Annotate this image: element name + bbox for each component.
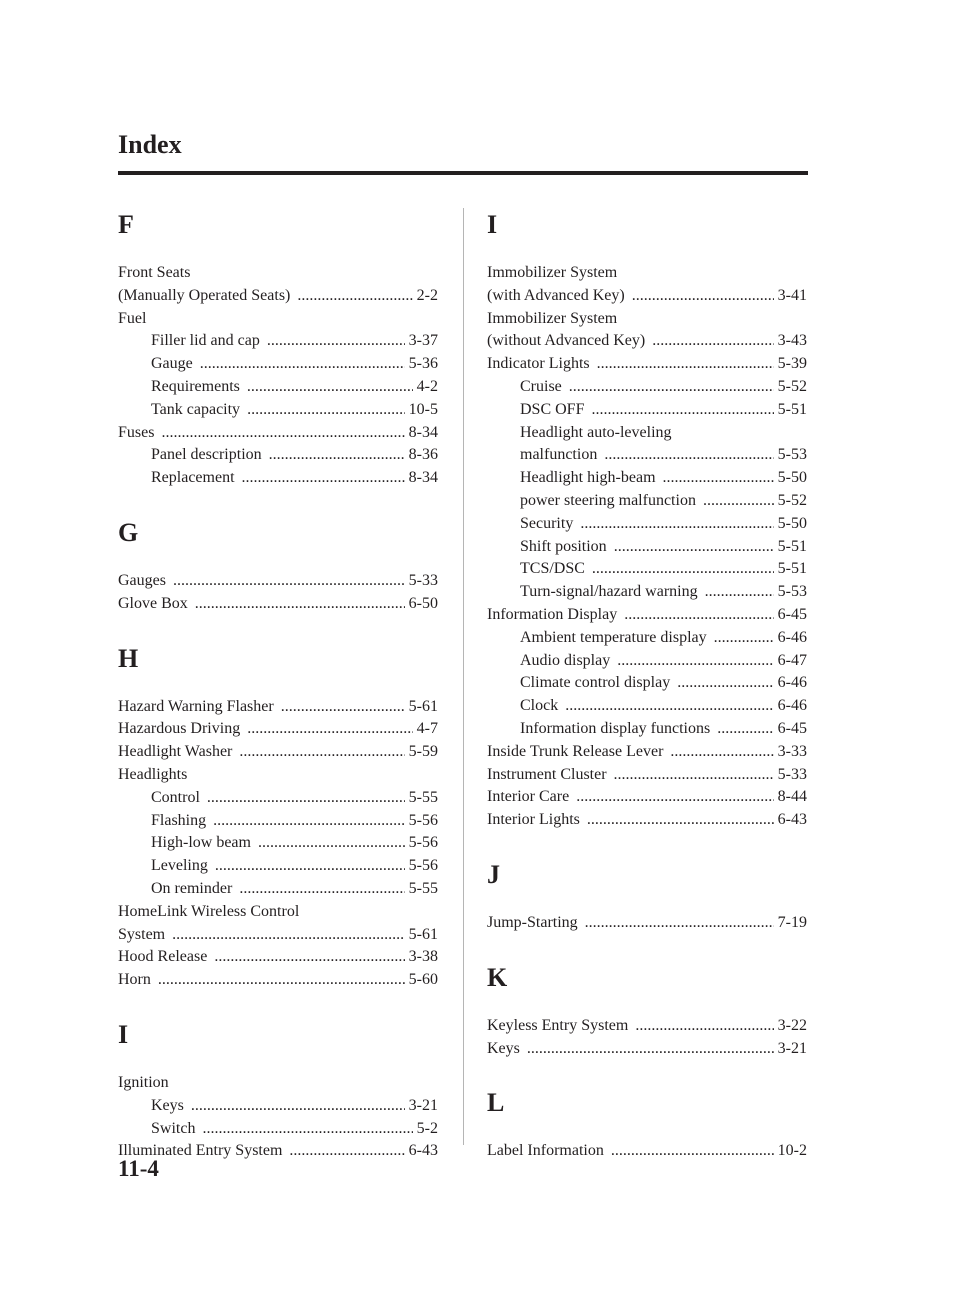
index-subentry (118, 1118, 438, 1141)
page-ref: 5-61 (405, 696, 438, 719)
page-ref: 5-56 (405, 832, 438, 855)
page-ref: 5-55 (405, 878, 438, 901)
index-entry (487, 1015, 807, 1038)
page-ref: 6-50 (405, 593, 438, 616)
page-ref: 8-34 (405, 467, 438, 490)
entry-text: Headlight Washer (118, 743, 235, 760)
index-entry (487, 353, 807, 376)
page-ref: 5-51 (774, 399, 807, 422)
entry-text: Shift position (520, 538, 610, 555)
index-subentry (487, 718, 807, 741)
entry-text: Information Display (487, 606, 620, 623)
index-subentry (487, 467, 807, 490)
page-ref: 3-38 (405, 946, 438, 969)
page-ref: 3-22 (774, 1015, 807, 1038)
entry-text: Tank capacity (151, 401, 243, 418)
index-entry (487, 330, 807, 353)
entry-text: Illuminated Entry System (118, 1142, 285, 1159)
index-subentry (118, 376, 438, 399)
section-letter-i: I (487, 210, 498, 239)
page-ref: 6-45 (774, 718, 807, 741)
page-ref: 5-51 (774, 536, 807, 559)
page-ref: 4-7 (413, 718, 438, 741)
page-ref: 3-43 (774, 330, 807, 353)
section-letter-h: H (118, 643, 139, 673)
entry-text: Hazard Warning Flasher (118, 698, 277, 715)
index-entry-head: Front Seats (118, 264, 191, 281)
index-subentry (487, 536, 807, 559)
index-entry (118, 946, 438, 969)
page-ref: 8-36 (405, 444, 438, 467)
page-ref: 5-33 (405, 570, 438, 593)
entry-text: Gauge (151, 355, 196, 372)
page-ref: 7-19 (774, 912, 807, 935)
index-subentry (487, 672, 807, 695)
page-ref: 6-46 (774, 695, 807, 718)
entry-text: Keyless Entry System (487, 1017, 631, 1034)
entry-text: Keys (151, 1097, 187, 1114)
page-ref: 5-50 (774, 467, 807, 490)
entry-text: On reminder (151, 880, 235, 897)
index-subentry (487, 399, 807, 422)
page-ref: 10-5 (405, 399, 438, 422)
index-subentry (118, 330, 438, 353)
page-ref: 6-47 (774, 650, 807, 673)
entry-text: Filler lid and cap (151, 332, 263, 349)
entry-text: Inside Trunk Release Lever (487, 743, 666, 760)
index-entry (118, 285, 438, 308)
entry-text: Turn-signal/hazard warning (520, 583, 701, 600)
index-entry (487, 604, 807, 627)
page-ref: 5-53 (774, 581, 807, 604)
entry-text: power steering malfunction (520, 492, 699, 509)
entry-text: Interior Lights (487, 811, 583, 828)
entry-text: Requirements (151, 378, 243, 395)
entry-text: Interior Care (487, 788, 572, 805)
entry-text: Fuses (118, 424, 157, 441)
page-ref: 2-2 (413, 285, 438, 308)
index-entry (487, 809, 807, 832)
index-subentry (487, 627, 807, 650)
entry-text: System (118, 926, 168, 943)
index-entry (487, 741, 807, 764)
entry-text: Label Information (487, 1142, 607, 1159)
index-subentry (487, 650, 807, 673)
header-rule (118, 171, 808, 175)
entry-text: Hazardous Driving (118, 720, 243, 737)
index-subentry (118, 878, 438, 901)
index-entry (118, 718, 438, 741)
index-subentry (118, 1095, 438, 1118)
page-ref: 5-60 (405, 969, 438, 992)
index-subentry (487, 490, 807, 513)
index-subentry (118, 855, 438, 878)
page-ref: 5-2 (413, 1118, 438, 1141)
index-entry (487, 1140, 807, 1163)
index-entry-head: Immobilizer System (487, 309, 618, 327)
index-subentry (487, 513, 807, 536)
entry-text: Leveling (151, 857, 211, 874)
column-divider (463, 208, 464, 1145)
index-subentry (118, 787, 438, 810)
entry-text: Clock (520, 697, 561, 714)
index-subentry (487, 558, 807, 581)
entry-text: Switch (151, 1120, 198, 1137)
index-entry (118, 741, 438, 764)
entry-text: Hood Release (118, 948, 210, 965)
entry-text: DSC OFF (520, 401, 587, 418)
page-title: Index (118, 130, 182, 159)
entry-text: Cruise (520, 378, 565, 395)
index-entry (118, 969, 438, 992)
entry-text: Climate control display (520, 674, 673, 691)
section-letter-f: F (118, 210, 134, 239)
page-ref: 5-59 (405, 741, 438, 764)
index-entry-head: Immobilizer System (487, 264, 618, 281)
page-ref: 5-55 (405, 787, 438, 810)
index-entry (118, 1140, 438, 1163)
index-subentry (487, 695, 807, 718)
index-subentry (118, 444, 438, 467)
index-entry-head: Fuel (118, 309, 147, 327)
index-subentry (487, 376, 807, 399)
entry-text: Jump-Starting (487, 914, 581, 931)
index-subentry (118, 467, 438, 490)
entry-text: Information display functions (520, 720, 713, 737)
index-subentry-head: Headlight auto-leveling (520, 423, 672, 441)
entry-text: Replacement (151, 469, 238, 486)
section-letter-j: J (487, 859, 500, 889)
index-subentry (118, 353, 438, 376)
entry-text: (with Advanced Key) (487, 287, 628, 304)
page-ref: 3-37 (405, 330, 438, 353)
index-subentry (118, 399, 438, 422)
index-entry (118, 422, 438, 445)
page-ref: 5-52 (774, 376, 807, 399)
entry-text: Control (151, 789, 203, 806)
entry-text: Security (520, 515, 576, 532)
index-column-right (487, 200, 807, 1163)
page-ref: 5-50 (774, 513, 807, 536)
page-ref: 5-56 (405, 810, 438, 833)
index-column-left (118, 200, 438, 1163)
page-ref: 5-52 (774, 490, 807, 513)
page-ref: 5-36 (405, 353, 438, 376)
index-subentry (487, 444, 807, 467)
index-entry (118, 696, 438, 719)
entry-text: Glove Box (118, 595, 191, 612)
index-entry-head: Headlights (118, 765, 188, 783)
entry-text: (Manually Operated Seats) (118, 287, 293, 304)
section-letter-i: I (118, 1019, 129, 1049)
page-ref: 3-21 (405, 1095, 438, 1118)
index-entry (487, 912, 807, 935)
index-entry (487, 786, 807, 809)
entry-text: (without Advanced Key) (487, 332, 648, 349)
entry-text: Instrument Cluster (487, 766, 610, 783)
index-entry-head: Ignition (118, 1073, 169, 1091)
page-ref: 6-46 (774, 627, 807, 650)
entry-text: TCS/DSC (520, 560, 588, 577)
page-ref: 3-41 (774, 285, 807, 308)
page-ref: 8-44 (774, 786, 807, 809)
page-ref: 3-33 (774, 741, 807, 764)
page-ref: 3-21 (774, 1038, 807, 1061)
entry-text: Panel description (151, 446, 265, 463)
section-letter-l: L (487, 1088, 505, 1118)
page-ref: 5-53 (774, 444, 807, 467)
index-entry (487, 285, 807, 308)
page-ref: 5-56 (405, 855, 438, 878)
index-entry (118, 924, 438, 947)
index-subentry (487, 581, 807, 604)
entry-text: Headlight high-beam (520, 469, 659, 486)
page-ref: 10-2 (774, 1140, 807, 1163)
section-letter-k: K (487, 962, 508, 992)
index-entry-head: HomeLink Wireless Control (118, 902, 300, 920)
index-entry (487, 764, 807, 787)
entry-text: Indicator Lights (487, 355, 593, 372)
index-subentry (118, 832, 438, 855)
entry-text: Ambient temperature display (520, 629, 710, 646)
index-entry (118, 570, 438, 593)
index-entry (118, 593, 438, 616)
entry-text: High-low beam (151, 834, 254, 851)
index-subentry (118, 810, 438, 833)
page-ref: 5-51 (774, 558, 807, 581)
page-ref: 6-43 (774, 809, 807, 832)
page-ref: 6-45 (774, 604, 807, 627)
entry-text: Audio display (520, 652, 613, 669)
page-ref: 8-34 (405, 422, 438, 445)
entry-text: malfunction (520, 446, 600, 463)
section-letter-g: G (118, 517, 139, 547)
page-ref: 6-46 (774, 672, 807, 695)
entry-text: Flashing (151, 812, 209, 829)
entry-text: Horn (118, 971, 154, 988)
index-entry (487, 1038, 807, 1061)
page-ref: 5-33 (774, 764, 807, 787)
entry-text: Gauges (118, 572, 169, 589)
page-number: 11-4 (118, 1156, 159, 1181)
page-ref: 5-39 (774, 353, 807, 376)
page-ref: 5-61 (405, 924, 438, 947)
page-ref: 6-43 (405, 1140, 438, 1163)
entry-text: Keys (487, 1040, 523, 1057)
page-ref: 4-2 (413, 376, 438, 399)
